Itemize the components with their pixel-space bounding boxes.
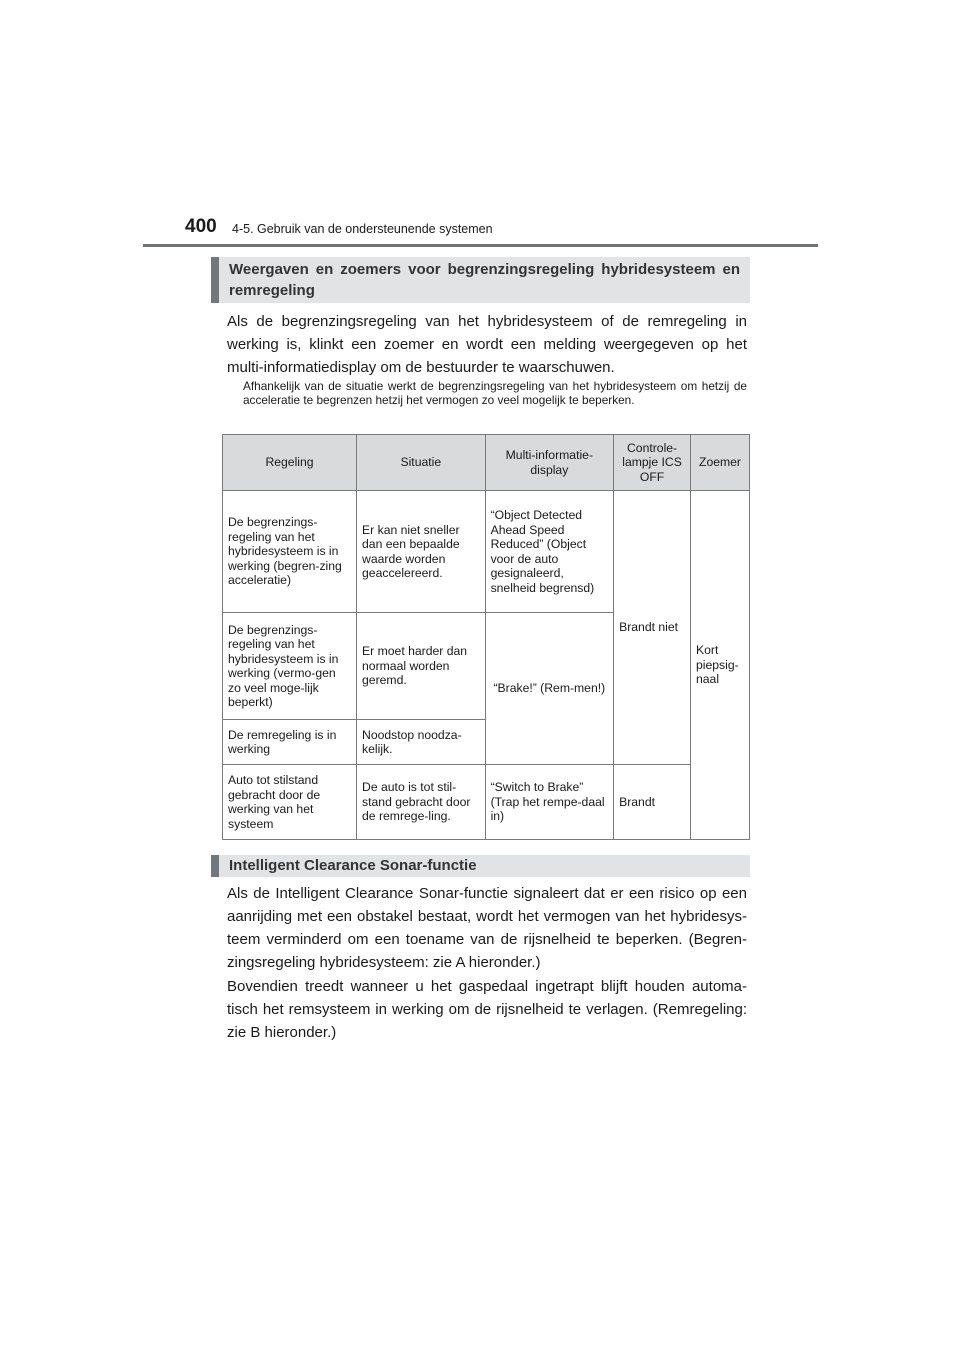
cell-zoemer: Kort piepsig-naal <box>691 491 750 840</box>
table-row <box>223 491 750 613</box>
cell-regeling: De begrenzings-regeling van het hybridesysteem is in werking (vermo-gen zo veel moge-lijk beperkt) <box>223 613 357 720</box>
note-paragraph: Afhankelijk van de situatie werkt de begrenzingsregeling van het hybridesysteem om hetzij de acceleratie te begrenzen hetzij het vermogen zo veel mogelijk te beperken. <box>243 379 747 407</box>
header-display: Multi-informatie-display <box>485 435 614 491</box>
header-situatie: Situatie <box>357 435 486 491</box>
control-table <box>222 434 750 840</box>
cell-situatie: De auto is tot stil-stand gebracht door de remrege-ling. <box>357 765 486 840</box>
cell-regeling: De remregeling is in werking <box>223 720 357 765</box>
cell-display: “Switch to Brake” (Trap het rempe-daal in) <box>485 765 614 840</box>
cell-lampje: Brandt <box>614 765 691 840</box>
header-lampje: Controle-lampje ICS OFF <box>614 435 691 491</box>
cell-display-brake: “Brake!” (Rem-men!) <box>485 613 614 765</box>
sonar-paragraph-1: Als de Intelligent Clearance Sonar-functie signaleert dat er een risico op een aanrijding met een obstakel bestaat, wordt het vermogen van het hybridesys-teem verminderd om een toename van de rijsnelheid te beperken. (Begren-zingsregeling hybridesysteem: zie A hieronder.) <box>227 885 747 971</box>
header-zoemer: Zoemer <box>691 435 750 491</box>
chapter-title: 4-5. Gebruik van de ondersteunende systemen <box>232 222 493 236</box>
sonar-paragraph-2: Bovendien treedt wanneer u het gaspedaal ingetrapt blijft houden automa-tisch het remsysteem in werking om de rijsnelheid te verlagen. (Remregeling: zie B hieronder.) <box>227 978 747 1041</box>
cell-regeling: De begrenzings-regeling van het hybridesysteem is in werking (begren-zing acceleratie) <box>223 491 357 613</box>
section-heading-sonar: Intelligent Clearance Sonar-functie <box>211 855 750 877</box>
intro-paragraph: Als de begrenzingsregeling van het hybridesysteem of de remregeling in werking is, klinkt een zoemer en wordt een melding weergegeven op het multi-informatiedisplay om de bestuurder te waarschuwen. <box>227 313 747 376</box>
header-regeling: Regeling <box>223 435 357 491</box>
section-heading-displays-buzzers: Weergaven en zoemers voor begrenzingsregeling hybridesysteem en remregeling <box>211 257 750 303</box>
cell-situatie: Er moet harder dan normaal worden geremd. <box>357 613 486 720</box>
page-number: 400 <box>185 216 217 237</box>
header-rule <box>143 244 818 247</box>
table-header-row <box>223 435 750 491</box>
cell-situatie: Er kan niet sneller dan een bepaalde waarde worden geaccelereerd. <box>357 491 486 613</box>
cell-situatie: Noodstop noodza-kelijk. <box>357 720 486 765</box>
cell-regeling: Auto tot stilstand gebracht door de werking van het systeem <box>223 765 357 840</box>
cell-lampje-not-lit: Brandt niet <box>614 491 691 765</box>
table-row <box>223 765 750 840</box>
cell-display: “Object Detected Ahead Speed Reduced” (Object voor de auto gesignaleerd, snelheid begrensd) <box>485 491 614 613</box>
